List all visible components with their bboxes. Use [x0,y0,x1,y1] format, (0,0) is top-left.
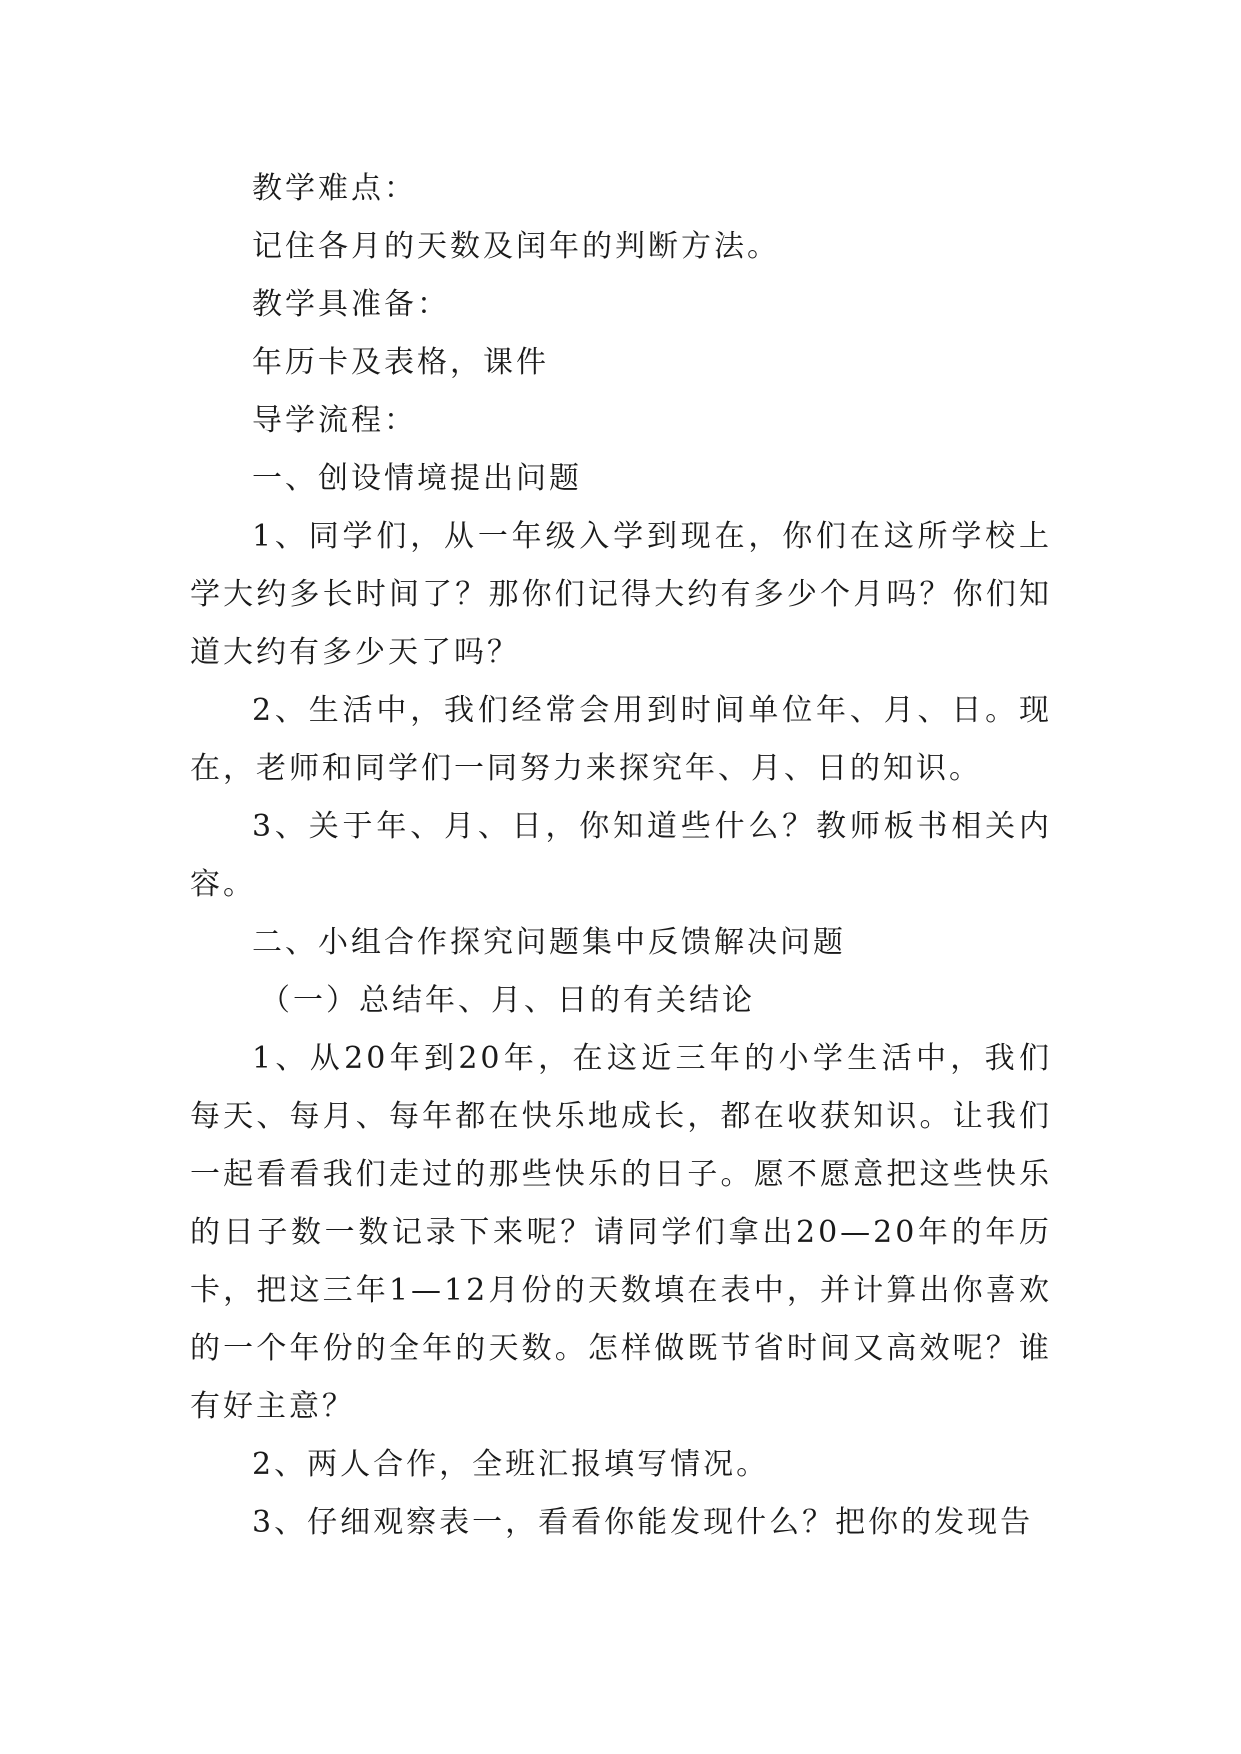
paragraph-subitem-2: 2、两人合作，全班汇报填写情况。 [252,1447,770,1482]
document-body [190,160,1052,1552]
section-heading-two: 二、小组合作探究问题集中反馈解决问题 [252,925,846,960]
heading-teaching-materials: 教学具准备： [252,287,450,322]
paragraph-materials-content: 年历卡及表格，课件 [252,345,549,380]
heading-teaching-difficulty: 教学难点： [252,171,417,206]
paragraph-subitem-3: 3、仔细观察表一，看看你能发现什么？把你的发现告 [252,1505,1034,1540]
paragraph-item-3: 3、关于年、月、日，你知道些什么？教师板书相关内容。 [190,809,1052,902]
paragraph-difficulty-content: 记住各月的天数及闰年的判断方法。 [252,229,780,264]
subsection-heading-one: （一）总结年、月、日的有关结论 [260,983,755,1018]
section-heading-one: 一、创设情境提出问题 [252,461,582,496]
paragraph-item-1: 1、同学们，从一年级入学到现在，你们在这所学校上学大约多长时间了？那你们记得大约有多少个月吗？你们知道大约有多少天了吗？ [190,519,1052,670]
paragraph-item-2: 2、生活中，我们经常会用到时间单位年、月、日。现在，老师和同学们一同努力来探究年、月、日的知识。 [190,693,1052,786]
paragraph-subitem-1: 1、从20年到20年，在这近三年的小学生活中，我们每天、每月、每年都在快乐地成长，都在收获知识。让我们一起看看我们走过的那些快乐的日子。愿不愿意把这些快乐的日子数一数记录下来呢？请同学们拿出20—20年的年历卡，把这三年1—12月份的天数填在表中，并计算出你喜欢的一个年份的全年的天数。怎样做既节省时间又高效呢？谁有好主意？ [190,1041,1052,1424]
heading-guided-process: 导学流程： [252,403,417,438]
